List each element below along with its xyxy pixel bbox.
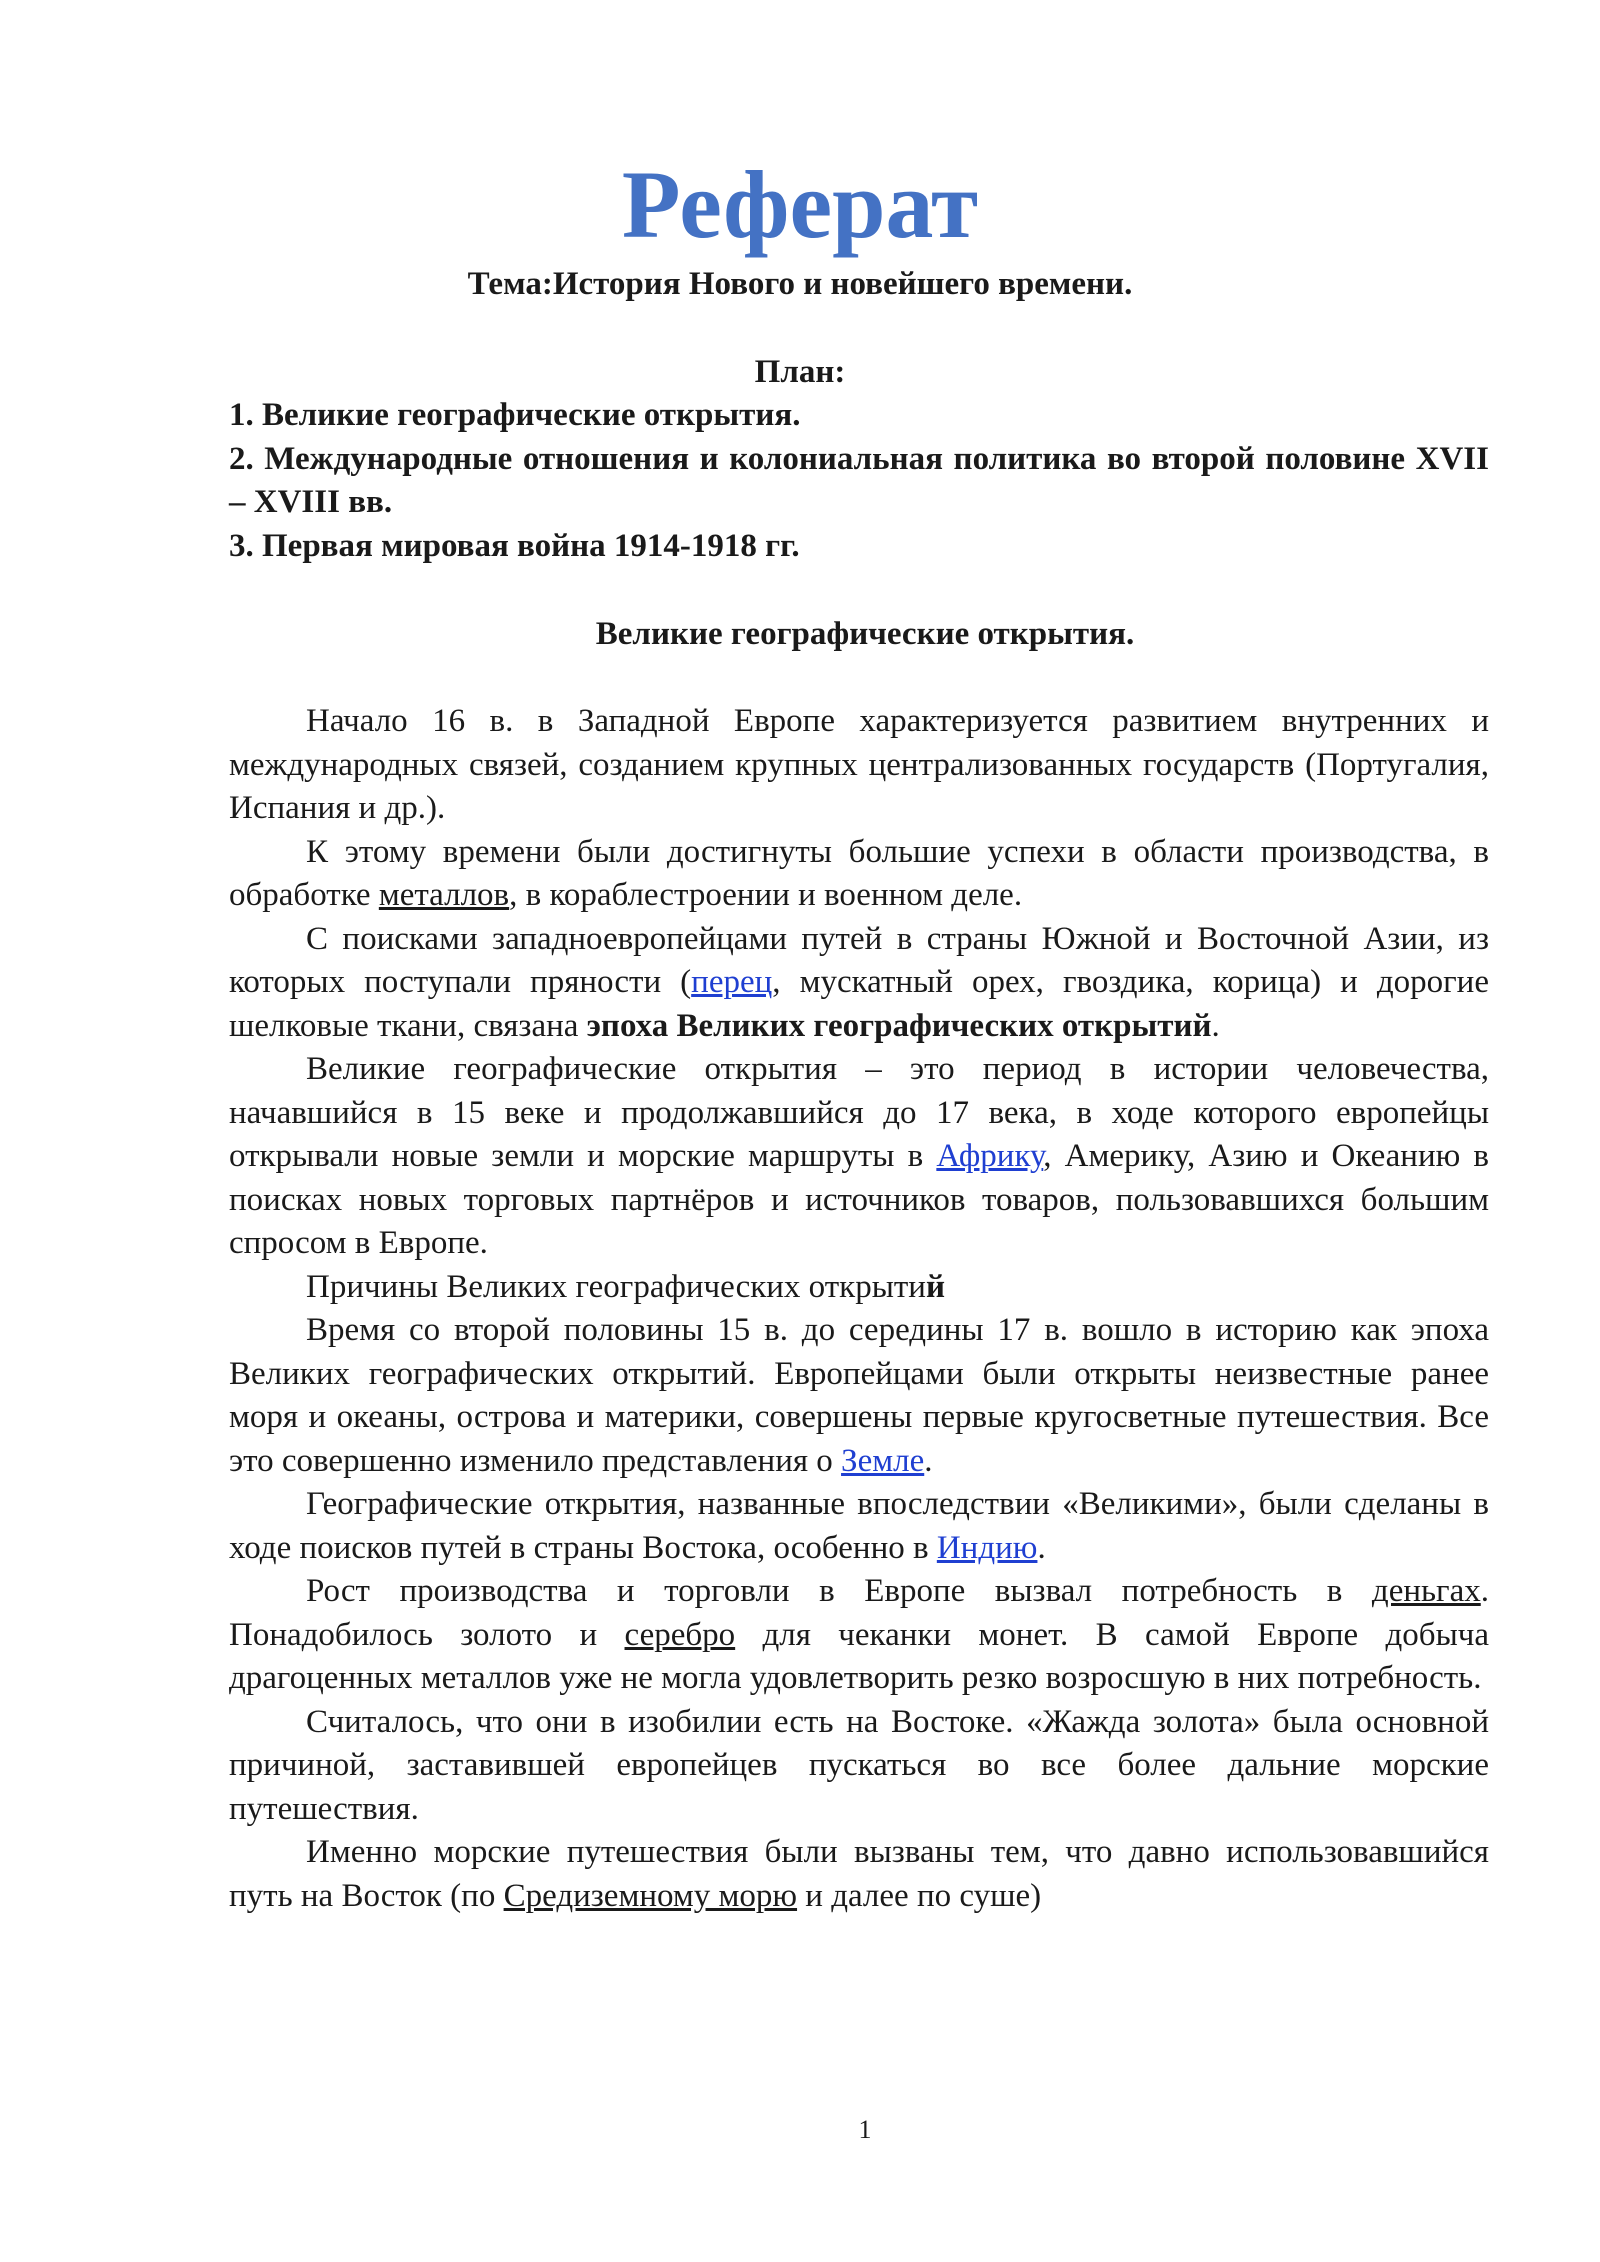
- plan-item: 2. Международные отношения и колониальная политика во второй половине XVII – XVIII вв.: [229, 440, 1489, 520]
- text-run: Рост производства и торговли в Европе вызвал потребность в: [306, 1573, 1372, 1609]
- text-run: и далее по суше): [797, 1877, 1042, 1914]
- plan-item: 3. Первая мировая война 1914-1918 гг.: [229, 527, 800, 564]
- plan-item: 1. Великие географические открытия.: [229, 397, 801, 433]
- link-pepper[interactable]: перец: [691, 964, 773, 1000]
- plan-heading: План:: [754, 354, 846, 390]
- text-run: . Понадобилось золото и: [229, 1573, 1489, 1653]
- text-run: .: [1037, 1529, 1046, 1566]
- link-metals[interactable]: металлов: [378, 877, 510, 913]
- text-run: Великие географические открытия – это период в истории человечества, начавшийся в 15 веке и продолжавшийся до 17 века, в ходе которого европейцы открывали новые земли и морские маршруты в: [229, 1051, 1489, 1174]
- paragraph: Считалось, что они в изобилии есть на Востоке. «Жажда золота» была основной причиной, заставившей европейцев пускаться во все более дальние морские путешествия.: [229, 1703, 1489, 1827]
- body-text: [229, 700, 1489, 1918]
- text-run: Время со второй половины 15 в. до середины 17 в. вошло в историю как эпоха Великих географических открытий. Европейцами были открыты неизвестные ранее моря и океаны, острова и материки, совершены первые кругосветные путешествия. Все это совершенно изменило представления о: [229, 1312, 1489, 1479]
- link-earth[interactable]: Земле: [841, 1442, 925, 1479]
- paragraph: [229, 1570, 1489, 1701]
- text-run: , Америку, Азию и Океанию в поисках новых торговых партнёров и источников товаров, пользовавшихся большим спросом в Европе.: [229, 1138, 1490, 1261]
- paragraph: [229, 1309, 1489, 1483]
- text-run: С поисками западноевропейцами путей в страны Южной и Восточной Азии, из которых поступали пряности (: [229, 920, 1489, 1000]
- paragraph: [229, 1483, 1489, 1570]
- text-run: , мускатный орех, гвоздика, корица) и дорогие шелковые ткани, связана: [229, 964, 1489, 1044]
- link-india[interactable]: Индию: [936, 1529, 1038, 1566]
- text-run: .: [1211, 1007, 1220, 1044]
- paragraph: [229, 1048, 1489, 1266]
- link-silver[interactable]: серебро: [624, 1616, 736, 1653]
- text-run: для чеканки монет. В самой Европе добыча драгоценных металлов уже не могла удовлетворить резко возросшую в них потребность.: [229, 1616, 1490, 1696]
- link-africa[interactable]: Африку: [936, 1138, 1044, 1174]
- text-run: К этому времени были достигнуты большие успехи в области производства, в обработке: [229, 833, 1489, 913]
- paragraph: [229, 831, 1489, 918]
- bold-text: й: [925, 1268, 945, 1305]
- page-number: 1: [858, 2115, 872, 2144]
- text-run: Именно морские путешествия были вызваны тем, что давно использовавшийся путь на Восток (по: [229, 1834, 1489, 1914]
- bold-text: эпоха Великих географических открытий: [586, 1007, 1212, 1044]
- paragraph: [229, 1831, 1489, 1918]
- link-money[interactable]: деньгах: [1371, 1573, 1481, 1609]
- text-run: , в кораблестроении и военном деле.: [509, 877, 1023, 913]
- document-subtitle: Тема:История Нового и новейшего времени.: [467, 266, 1133, 302]
- text-run: .: [924, 1442, 933, 1479]
- paragraph: [229, 918, 1489, 1049]
- plan-list: [229, 394, 1489, 568]
- text-run: Причины Великих географических открыти: [306, 1268, 926, 1305]
- paragraph: Начало 16 в. в Западной Европе характеризуется развитием внутренних и международных связей, созданием крупных централизованных государств (Португалия, Испания и др.).: [229, 703, 1489, 826]
- link-mediterranean[interactable]: Средиземному морю: [503, 1877, 798, 1914]
- section-heading: Великие географические открытия.: [595, 616, 1135, 652]
- document-title: Реферат: [621, 151, 979, 258]
- paragraph: [229, 1266, 1489, 1310]
- text-run: Географические открытия, названные впоследствии «Великими», были сделаны в ходе поисков путей в страны Востока, особенно в: [229, 1486, 1489, 1566]
